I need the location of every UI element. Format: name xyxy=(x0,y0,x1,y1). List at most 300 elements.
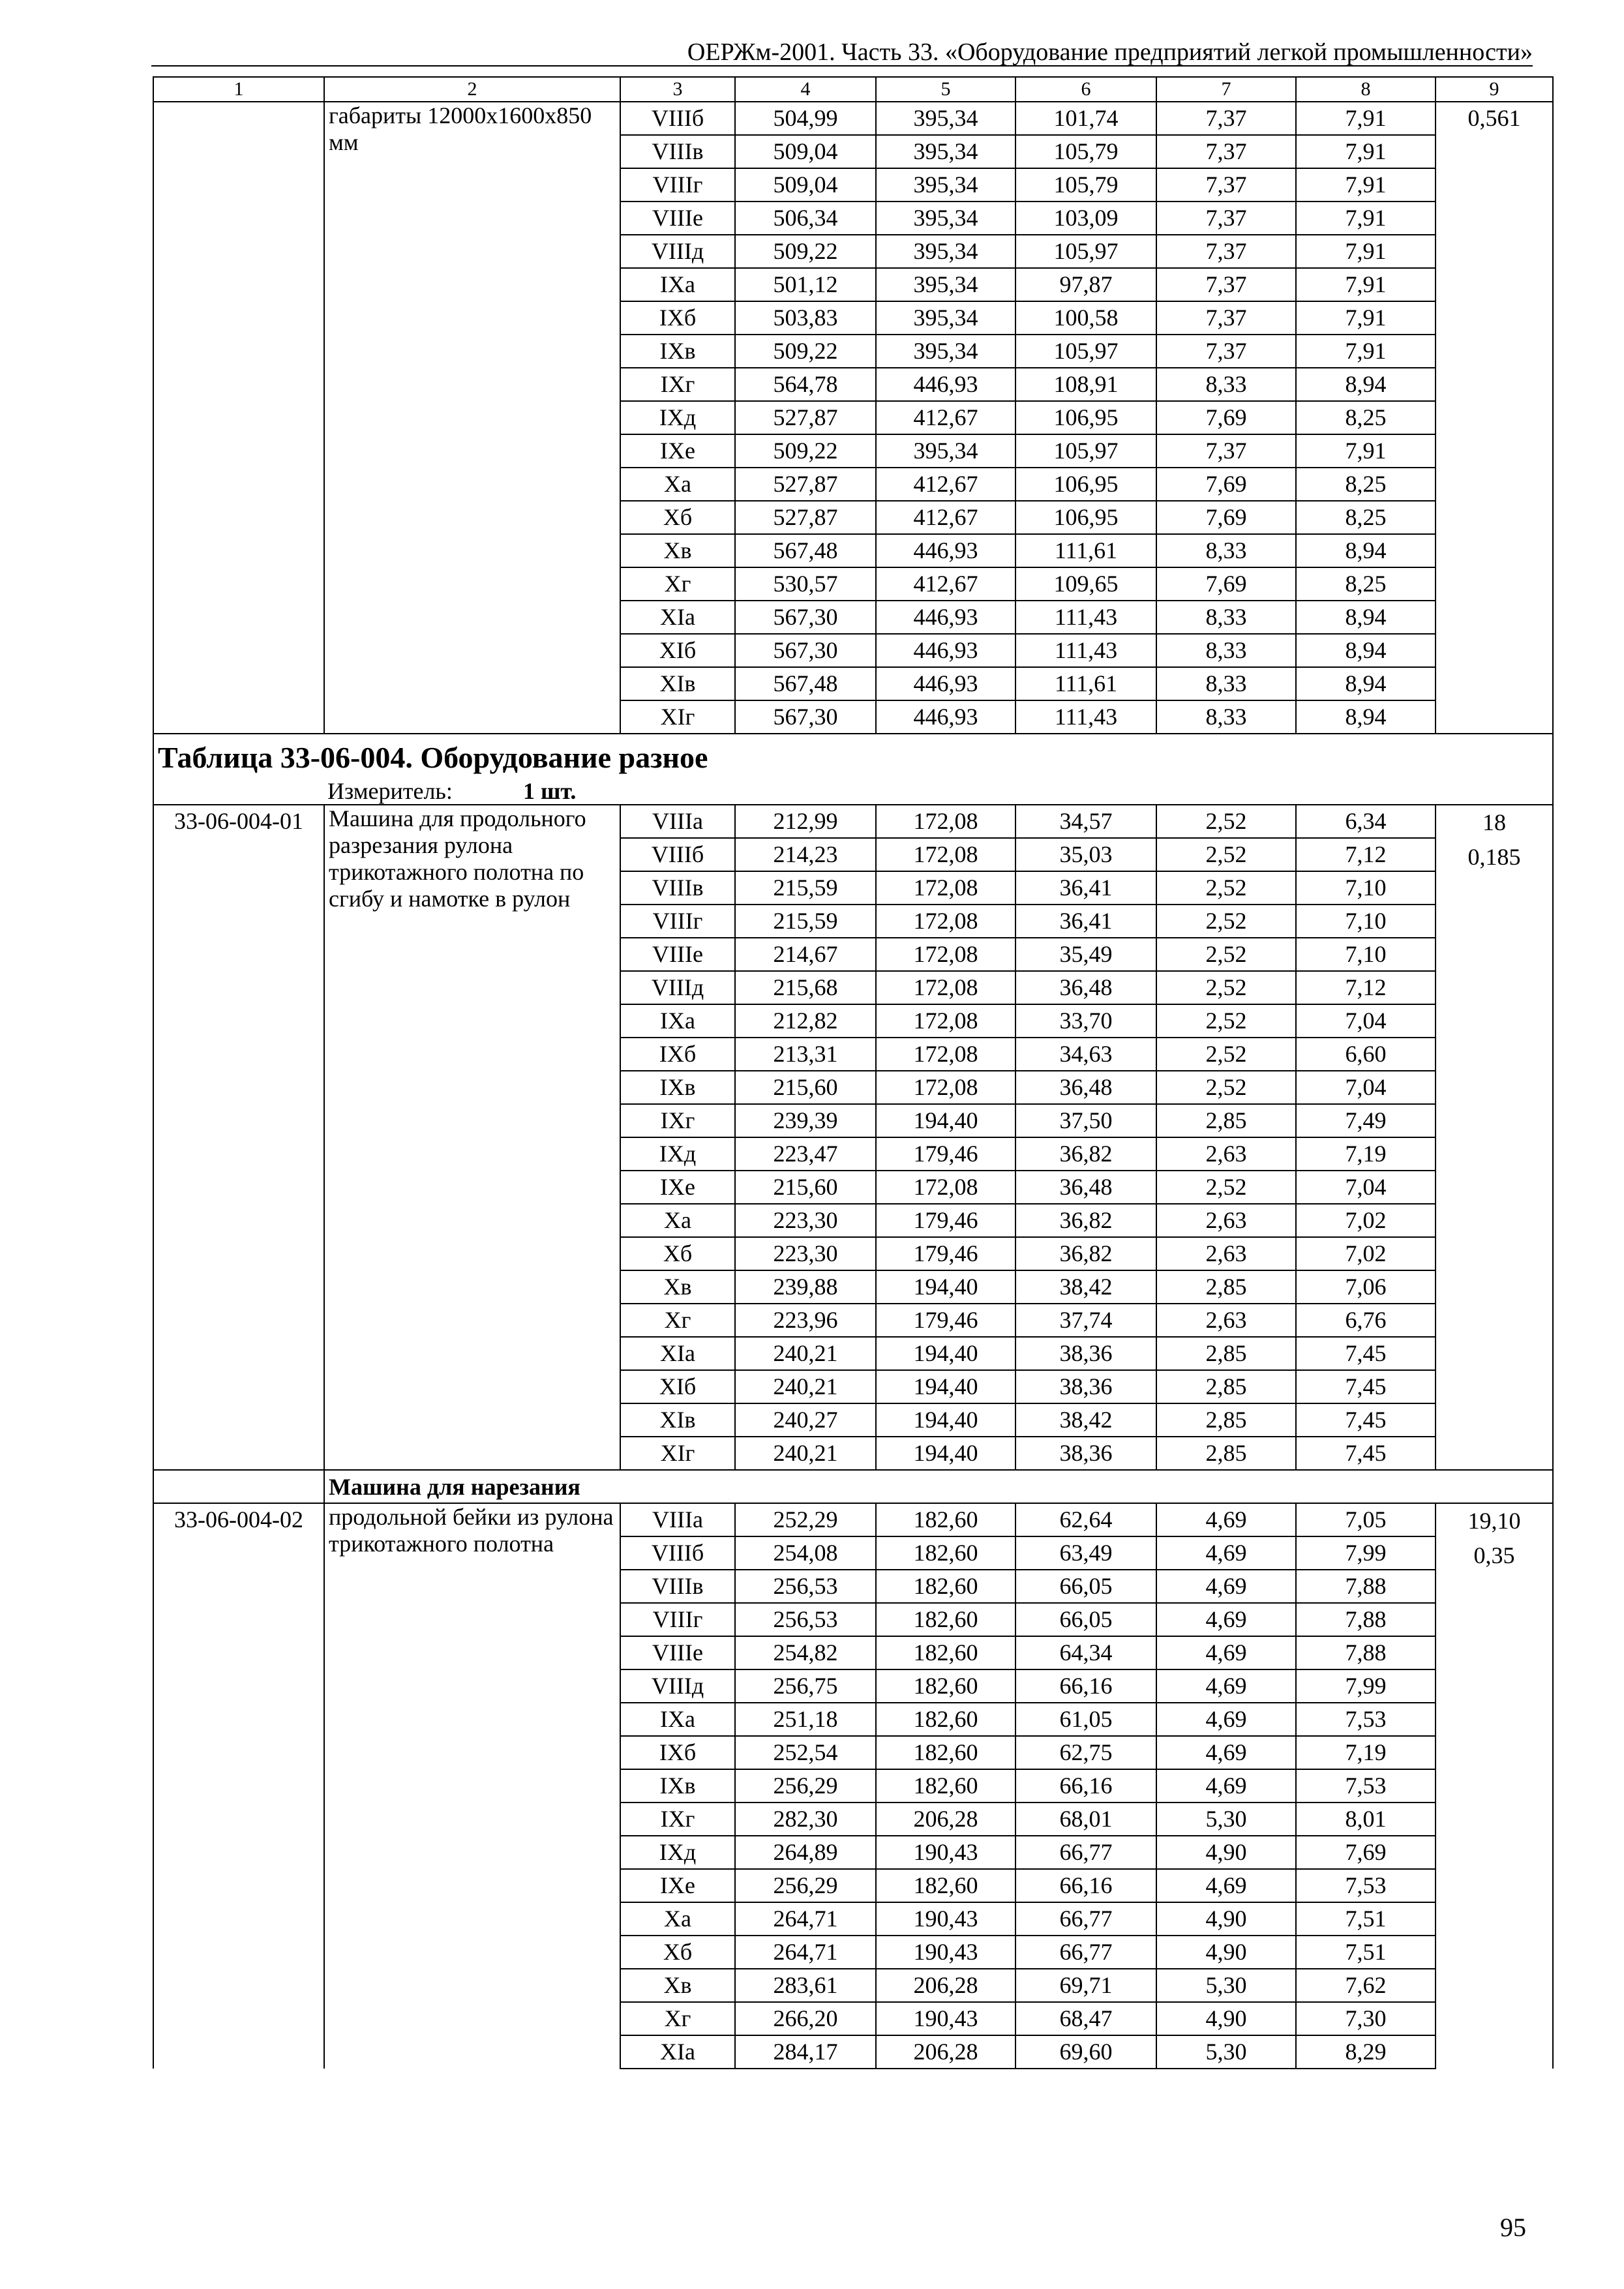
wages-cell: 446,93 xyxy=(876,368,1015,401)
materials-cell: 7,45 xyxy=(1296,1403,1436,1437)
machines-cell: 66,16 xyxy=(1015,1669,1156,1703)
machinist-wages-cell: 5,30 xyxy=(1156,2035,1296,2069)
wages-cell: 182,60 xyxy=(876,1703,1015,1736)
zone-cell: VIIIв xyxy=(620,135,735,168)
zone-cell: VIIIг xyxy=(620,905,735,938)
machines-cell: 66,77 xyxy=(1015,1902,1156,1936)
total-cost-cell: 256,29 xyxy=(735,1769,876,1803)
wages-cell: 446,93 xyxy=(876,601,1015,634)
wages-cell: 206,28 xyxy=(876,1969,1015,2002)
zone-cell: Xа xyxy=(620,1902,735,1936)
machinist-wages-cell: 7,69 xyxy=(1156,567,1296,601)
materials-cell: 7,91 xyxy=(1296,268,1436,301)
materials-cell: 7,99 xyxy=(1296,1669,1436,1703)
wages-cell: 182,60 xyxy=(876,1769,1015,1803)
page-header: ОЕРЖм-2001. Часть 33. «Оборудование предприятий легкой промышленности» xyxy=(687,38,1533,66)
machinist-wages-cell: 2,52 xyxy=(1156,1071,1296,1104)
mass-value: 0,185 xyxy=(1467,844,1521,870)
wages-cell: 446,93 xyxy=(876,634,1015,667)
zone-cell: XIа xyxy=(620,601,735,634)
machinist-wages-cell: 4,90 xyxy=(1156,2002,1296,2035)
total-cost-cell: 223,47 xyxy=(735,1137,876,1171)
zone-cell: VIIIд xyxy=(620,1669,735,1703)
wages-cell: 446,93 xyxy=(876,700,1015,734)
materials-cell: 6,76 xyxy=(1296,1304,1436,1337)
machines-cell: 61,05 xyxy=(1015,1703,1156,1736)
total-cost-cell: 223,96 xyxy=(735,1304,876,1337)
machines-cell: 38,42 xyxy=(1015,1270,1156,1304)
machinist-wages-cell: 7,37 xyxy=(1156,135,1296,168)
materials-cell: 7,05 xyxy=(1296,1503,1436,1536)
zone-cell: VIIIв xyxy=(620,1570,735,1603)
wages-cell: 395,34 xyxy=(876,335,1015,368)
zone-cell: IXе xyxy=(620,434,735,468)
zone-cell: VIIIв xyxy=(620,871,735,905)
total-cost-cell: 567,30 xyxy=(735,634,876,667)
materials-cell: 7,91 xyxy=(1296,301,1436,335)
total-cost-cell: 567,30 xyxy=(735,700,876,734)
machinist-wages-cell: 4,90 xyxy=(1156,1936,1296,1969)
machines-cell: 97,87 xyxy=(1015,268,1156,301)
wages-cell: 395,34 xyxy=(876,268,1015,301)
machinist-wages-cell: 2,52 xyxy=(1156,838,1296,871)
zone-cell: IXб xyxy=(620,1038,735,1071)
item-name: Машина для продольного разрезания рулона трикотажного полотна по сгибу и намотке в рулон xyxy=(324,805,620,1470)
machines-cell: 64,34 xyxy=(1015,1636,1156,1669)
machinist-wages-cell: 8,33 xyxy=(1156,667,1296,700)
materials-cell: 7,91 xyxy=(1296,168,1436,202)
meter-value: 1 шт. xyxy=(523,778,577,804)
total-cost-cell: 239,88 xyxy=(735,1270,876,1304)
machines-cell: 34,63 xyxy=(1015,1038,1156,1071)
materials-cell: 7,12 xyxy=(1296,838,1436,871)
wages-cell: 190,43 xyxy=(876,1902,1015,1936)
materials-cell: 7,04 xyxy=(1296,1071,1436,1104)
total-cost-cell: 256,29 xyxy=(735,1869,876,1902)
machinist-wages-cell: 4,69 xyxy=(1156,1570,1296,1603)
wages-cell: 172,08 xyxy=(876,805,1015,838)
zone-cell: VIIIг xyxy=(620,1603,735,1636)
materials-cell: 7,51 xyxy=(1296,1902,1436,1936)
machines-cell: 38,36 xyxy=(1015,1370,1156,1403)
materials-cell: 8,25 xyxy=(1296,401,1436,434)
zone-cell: Xа xyxy=(620,468,735,501)
total-cost-cell: 503,83 xyxy=(735,301,876,335)
machines-cell: 63,49 xyxy=(1015,1536,1156,1570)
machinist-wages-cell: 2,52 xyxy=(1156,805,1296,838)
subheading: Машина для нарезания xyxy=(324,1470,1553,1503)
wages-cell: 182,60 xyxy=(876,1503,1015,1536)
total-cost-cell: 264,71 xyxy=(735,1936,876,1969)
zone-cell: IXа xyxy=(620,1703,735,1736)
total-cost-cell: 256,53 xyxy=(735,1603,876,1636)
cost-table xyxy=(153,76,1554,2069)
materials-cell: 6,34 xyxy=(1296,805,1436,838)
zone-cell: Xб xyxy=(620,1237,735,1270)
column-number: 7 xyxy=(1156,77,1296,102)
zone-cell: VIIIг xyxy=(620,168,735,202)
machinist-wages-cell: 7,69 xyxy=(1156,401,1296,434)
machines-cell: 100,58 xyxy=(1015,301,1156,335)
column-number: 5 xyxy=(876,77,1015,102)
wages-cell: 179,46 xyxy=(876,1204,1015,1237)
materials-cell: 7,10 xyxy=(1296,871,1436,905)
column-number-row xyxy=(153,77,1553,102)
machines-cell: 106,95 xyxy=(1015,468,1156,501)
zone-cell: IXв xyxy=(620,335,735,368)
zone-cell: IXе xyxy=(620,1171,735,1204)
materials-cell: 7,99 xyxy=(1296,1536,1436,1570)
total-cost-cell: 214,23 xyxy=(735,838,876,871)
machines-cell: 36,48 xyxy=(1015,1071,1156,1104)
machines-cell: 38,42 xyxy=(1015,1403,1156,1437)
machinist-wages-cell: 2,63 xyxy=(1156,1304,1296,1337)
wages-cell: 395,34 xyxy=(876,301,1015,335)
wages-cell: 182,60 xyxy=(876,1869,1015,1902)
zone-cell: IXг xyxy=(620,1104,735,1137)
item-name: продольной бейки из рулона трикотажного полотна xyxy=(324,1503,620,2069)
wages-cell: 446,93 xyxy=(876,534,1015,567)
machinist-wages-cell: 8,33 xyxy=(1156,368,1296,401)
materials-cell: 8,94 xyxy=(1296,667,1436,700)
wages-cell: 194,40 xyxy=(876,1370,1015,1403)
machinist-wages-cell: 8,33 xyxy=(1156,700,1296,734)
zone-cell: XIв xyxy=(620,1403,735,1437)
machinist-wages-cell: 8,33 xyxy=(1156,634,1296,667)
machines-cell: 36,82 xyxy=(1015,1237,1156,1270)
zone-cell: IXа xyxy=(620,268,735,301)
materials-cell: 7,10 xyxy=(1296,938,1436,971)
machinist-wages-cell: 4,69 xyxy=(1156,1603,1296,1636)
machines-cell: 66,05 xyxy=(1015,1570,1156,1603)
wages-cell: 172,08 xyxy=(876,1071,1015,1104)
machinist-wages-cell: 2,52 xyxy=(1156,971,1296,1004)
machinist-wages-cell: 4,69 xyxy=(1156,1636,1296,1669)
materials-cell: 8,94 xyxy=(1296,534,1436,567)
total-cost-cell: 509,22 xyxy=(735,335,876,368)
materials-cell: 7,04 xyxy=(1296,1171,1436,1204)
materials-cell: 7,45 xyxy=(1296,1337,1436,1370)
materials-cell: 7,88 xyxy=(1296,1603,1436,1636)
mass-cell xyxy=(1436,1503,1553,2069)
total-cost-cell: 215,68 xyxy=(735,971,876,1004)
materials-cell: 8,94 xyxy=(1296,368,1436,401)
materials-cell: 7,19 xyxy=(1296,1736,1436,1769)
wages-cell: 182,60 xyxy=(876,1669,1015,1703)
wages-cell: 190,43 xyxy=(876,1936,1015,1969)
materials-cell: 7,53 xyxy=(1296,1703,1436,1736)
total-cost-cell: 283,61 xyxy=(735,1969,876,2002)
wages-cell: 182,60 xyxy=(876,1636,1015,1669)
materials-cell: 7,51 xyxy=(1296,1936,1436,1969)
item-code: 33-06-004-01 xyxy=(153,805,324,1470)
table-body xyxy=(153,77,1553,2069)
item-name: габариты 12000х1600х850 мм xyxy=(324,102,620,734)
machinist-wages-cell: 4,69 xyxy=(1156,1869,1296,1902)
meter-label: Измеритель: xyxy=(327,778,453,804)
wages-cell: 179,46 xyxy=(876,1237,1015,1270)
total-cost-cell: 282,30 xyxy=(735,1803,876,1836)
machines-cell: 36,41 xyxy=(1015,871,1156,905)
machines-cell: 111,43 xyxy=(1015,634,1156,667)
materials-cell: 7,53 xyxy=(1296,1869,1436,1902)
wages-cell: 395,34 xyxy=(876,235,1015,268)
machinist-wages-cell: 2,85 xyxy=(1156,1337,1296,1370)
machines-cell: 69,60 xyxy=(1015,2035,1156,2069)
machines-cell: 111,61 xyxy=(1015,667,1156,700)
total-cost-cell: 567,48 xyxy=(735,667,876,700)
machines-cell: 34,57 xyxy=(1015,805,1156,838)
total-cost-cell: 506,34 xyxy=(735,202,876,235)
total-cost-cell: 527,87 xyxy=(735,468,876,501)
total-cost-cell: 256,53 xyxy=(735,1570,876,1603)
materials-cell: 7,06 xyxy=(1296,1270,1436,1304)
machinist-wages-cell: 5,30 xyxy=(1156,1969,1296,2002)
zone-cell: VIIIд xyxy=(620,235,735,268)
materials-cell: 7,91 xyxy=(1296,235,1436,268)
total-cost-cell: 266,20 xyxy=(735,2002,876,2035)
wages-cell: 172,08 xyxy=(876,938,1015,971)
column-number: 9 xyxy=(1436,77,1553,102)
total-cost-cell: 213,31 xyxy=(735,1038,876,1071)
section-title-row xyxy=(153,734,1553,778)
machinist-wages-cell: 2,85 xyxy=(1156,1104,1296,1137)
zone-cell: VIIIа xyxy=(620,1503,735,1536)
zone-cell: Xб xyxy=(620,1936,735,1969)
zone-cell: XIб xyxy=(620,1370,735,1403)
mass-cell: 0,561 xyxy=(1436,102,1553,734)
materials-cell: 8,94 xyxy=(1296,601,1436,634)
machines-cell: 105,79 xyxy=(1015,168,1156,202)
zone-cell: IXб xyxy=(620,301,735,335)
meter xyxy=(153,778,1553,805)
machinist-wages-cell: 7,37 xyxy=(1156,434,1296,468)
wages-cell: 172,08 xyxy=(876,871,1015,905)
column-number: 8 xyxy=(1296,77,1436,102)
machinist-wages-cell: 2,63 xyxy=(1156,1137,1296,1171)
zone-cell: Xб xyxy=(620,501,735,534)
materials-cell: 8,94 xyxy=(1296,634,1436,667)
materials-cell: 7,12 xyxy=(1296,971,1436,1004)
total-cost-cell: 215,59 xyxy=(735,905,876,938)
machinist-wages-cell: 2,85 xyxy=(1156,1370,1296,1403)
total-cost-cell: 223,30 xyxy=(735,1237,876,1270)
wages-cell: 194,40 xyxy=(876,1437,1015,1470)
total-cost-cell: 240,21 xyxy=(735,1337,876,1370)
materials-cell: 7,49 xyxy=(1296,1104,1436,1137)
total-cost-cell: 509,04 xyxy=(735,135,876,168)
machines-cell: 36,48 xyxy=(1015,971,1156,1004)
machines-cell: 38,36 xyxy=(1015,1337,1156,1370)
column-number: 3 xyxy=(620,77,735,102)
total-cost-cell: 254,82 xyxy=(735,1636,876,1669)
materials-cell: 7,45 xyxy=(1296,1370,1436,1403)
wages-cell: 395,34 xyxy=(876,102,1015,135)
item-code xyxy=(153,102,324,734)
machines-cell: 36,48 xyxy=(1015,1171,1156,1204)
wages-cell: 182,60 xyxy=(876,1736,1015,1769)
machinist-wages-cell: 7,37 xyxy=(1156,202,1296,235)
column-number: 4 xyxy=(735,77,876,102)
machinist-wages-cell: 7,69 xyxy=(1156,468,1296,501)
zone-cell: IXа xyxy=(620,1004,735,1038)
zone-cell: XIг xyxy=(620,700,735,734)
zone-cell: VIIIд xyxy=(620,971,735,1004)
zone-cell: Xг xyxy=(620,567,735,601)
total-cost-cell: 527,87 xyxy=(735,501,876,534)
wages-cell: 182,60 xyxy=(876,1603,1015,1636)
materials-cell: 7,10 xyxy=(1296,905,1436,938)
materials-cell: 6,60 xyxy=(1296,1038,1436,1071)
empty-cell xyxy=(153,1470,324,1503)
materials-cell: 7,19 xyxy=(1296,1137,1436,1171)
mass-value: 19,10 xyxy=(1467,1508,1521,1534)
meter-row xyxy=(153,778,1553,805)
column-number: 6 xyxy=(1015,77,1156,102)
materials-cell: 8,94 xyxy=(1296,700,1436,734)
zone-cell: IXг xyxy=(620,368,735,401)
machines-cell: 101,74 xyxy=(1015,102,1156,135)
machinist-wages-cell: 2,85 xyxy=(1156,1403,1296,1437)
zone-cell: IXд xyxy=(620,401,735,434)
total-cost-cell: 264,89 xyxy=(735,1836,876,1869)
zone-cell: VIIIб xyxy=(620,102,735,135)
total-cost-cell: 215,60 xyxy=(735,1071,876,1104)
total-cost-cell: 509,22 xyxy=(735,434,876,468)
wages-cell: 395,34 xyxy=(876,202,1015,235)
total-cost-cell: 256,75 xyxy=(735,1669,876,1703)
machinist-wages-cell: 4,90 xyxy=(1156,1836,1296,1869)
wages-cell: 412,67 xyxy=(876,501,1015,534)
wages-cell: 194,40 xyxy=(876,1337,1015,1370)
materials-cell: 7,02 xyxy=(1296,1204,1436,1237)
machines-cell: 103,09 xyxy=(1015,202,1156,235)
mass-value: 18 xyxy=(1482,809,1506,835)
machinist-wages-cell: 2,52 xyxy=(1156,1004,1296,1038)
machinist-wages-cell: 2,52 xyxy=(1156,871,1296,905)
machines-cell: 105,79 xyxy=(1015,135,1156,168)
total-cost-cell: 215,59 xyxy=(735,871,876,905)
total-cost-cell: 240,27 xyxy=(735,1403,876,1437)
item-code: 33-06-004-02 xyxy=(153,1503,324,2069)
materials-cell: 7,88 xyxy=(1296,1570,1436,1603)
header-divider xyxy=(151,65,1533,67)
machinist-wages-cell: 7,37 xyxy=(1156,301,1296,335)
wages-cell: 206,28 xyxy=(876,1803,1015,1836)
total-cost-cell: 215,60 xyxy=(735,1171,876,1204)
machines-cell: 66,77 xyxy=(1015,1836,1156,1869)
machinist-wages-cell: 5,30 xyxy=(1156,1803,1296,1836)
zone-cell: IXг xyxy=(620,1803,735,1836)
total-cost-cell: 567,30 xyxy=(735,601,876,634)
wages-cell: 172,08 xyxy=(876,971,1015,1004)
materials-cell: 7,45 xyxy=(1296,1437,1436,1470)
machinist-wages-cell: 4,69 xyxy=(1156,1703,1296,1736)
total-cost-cell: 509,04 xyxy=(735,168,876,202)
machines-cell: 109,65 xyxy=(1015,567,1156,601)
table-title: Таблица 33-06-004. Оборудование разное xyxy=(158,741,708,774)
zone-cell: IXб xyxy=(620,1736,735,1769)
materials-cell: 7,62 xyxy=(1296,1969,1436,2002)
mass-cell xyxy=(1436,805,1553,1470)
machines-cell: 105,97 xyxy=(1015,434,1156,468)
materials-cell: 7,91 xyxy=(1296,135,1436,168)
total-cost-cell: 284,17 xyxy=(735,2035,876,2069)
zone-cell: VIIIб xyxy=(620,838,735,871)
zone-cell: Xв xyxy=(620,1270,735,1304)
zone-cell: Xг xyxy=(620,2002,735,2035)
machinist-wages-cell: 7,37 xyxy=(1156,335,1296,368)
machines-cell: 35,49 xyxy=(1015,938,1156,971)
machines-cell: 69,71 xyxy=(1015,1969,1156,2002)
machines-cell: 106,95 xyxy=(1015,501,1156,534)
materials-cell: 7,88 xyxy=(1296,1636,1436,1669)
machines-cell: 62,75 xyxy=(1015,1736,1156,1769)
wages-cell: 395,34 xyxy=(876,434,1015,468)
materials-cell: 8,25 xyxy=(1296,567,1436,601)
machinist-wages-cell: 4,69 xyxy=(1156,1669,1296,1703)
zone-cell: VIIIе xyxy=(620,1636,735,1669)
wages-cell: 194,40 xyxy=(876,1270,1015,1304)
machinist-wages-cell: 4,69 xyxy=(1156,1769,1296,1803)
materials-cell: 7,91 xyxy=(1296,202,1436,235)
machines-cell: 36,82 xyxy=(1015,1137,1156,1171)
zone-cell: IXв xyxy=(620,1769,735,1803)
zone-cell: Xв xyxy=(620,1969,735,2002)
machines-cell: 62,64 xyxy=(1015,1503,1156,1536)
machinist-wages-cell: 8,33 xyxy=(1156,534,1296,567)
total-cost-cell: 509,22 xyxy=(735,235,876,268)
total-cost-cell: 264,71 xyxy=(735,1902,876,1936)
table-row xyxy=(153,102,1553,135)
machines-cell: 36,82 xyxy=(1015,1204,1156,1237)
zone-cell: VIIIе xyxy=(620,938,735,971)
machinist-wages-cell: 7,69 xyxy=(1156,501,1296,534)
wages-cell: 412,67 xyxy=(876,567,1015,601)
machinist-wages-cell: 2,52 xyxy=(1156,1171,1296,1204)
total-cost-cell: 252,29 xyxy=(735,1503,876,1536)
wages-cell: 179,46 xyxy=(876,1137,1015,1171)
wages-cell: 172,08 xyxy=(876,1038,1015,1071)
zone-cell: VIIIе xyxy=(620,202,735,235)
machinist-wages-cell: 7,37 xyxy=(1156,268,1296,301)
wages-cell: 190,43 xyxy=(876,1836,1015,1869)
zone-cell: VIIIб xyxy=(620,1536,735,1570)
materials-cell: 8,01 xyxy=(1296,1803,1436,1836)
zone-cell: XIв xyxy=(620,667,735,700)
total-cost-cell: 564,78 xyxy=(735,368,876,401)
total-cost-cell: 251,18 xyxy=(735,1703,876,1736)
machines-cell: 37,74 xyxy=(1015,1304,1156,1337)
materials-cell: 7,04 xyxy=(1296,1004,1436,1038)
materials-cell: 8,25 xyxy=(1296,501,1436,534)
wages-cell: 412,67 xyxy=(876,401,1015,434)
zone-cell: XIб xyxy=(620,634,735,667)
materials-cell: 7,53 xyxy=(1296,1769,1436,1803)
machines-cell: 38,36 xyxy=(1015,1437,1156,1470)
machinist-wages-cell: 2,52 xyxy=(1156,1038,1296,1071)
zone-cell: IXв xyxy=(620,1071,735,1104)
machines-cell: 66,77 xyxy=(1015,1936,1156,1969)
machinist-wages-cell: 8,33 xyxy=(1156,601,1296,634)
machines-cell: 37,50 xyxy=(1015,1104,1156,1137)
machinist-wages-cell: 7,37 xyxy=(1156,235,1296,268)
total-cost-cell: 527,87 xyxy=(735,401,876,434)
total-cost-cell: 212,82 xyxy=(735,1004,876,1038)
machines-cell: 36,41 xyxy=(1015,905,1156,938)
total-cost-cell: 223,30 xyxy=(735,1204,876,1237)
total-cost-cell: 567,48 xyxy=(735,534,876,567)
